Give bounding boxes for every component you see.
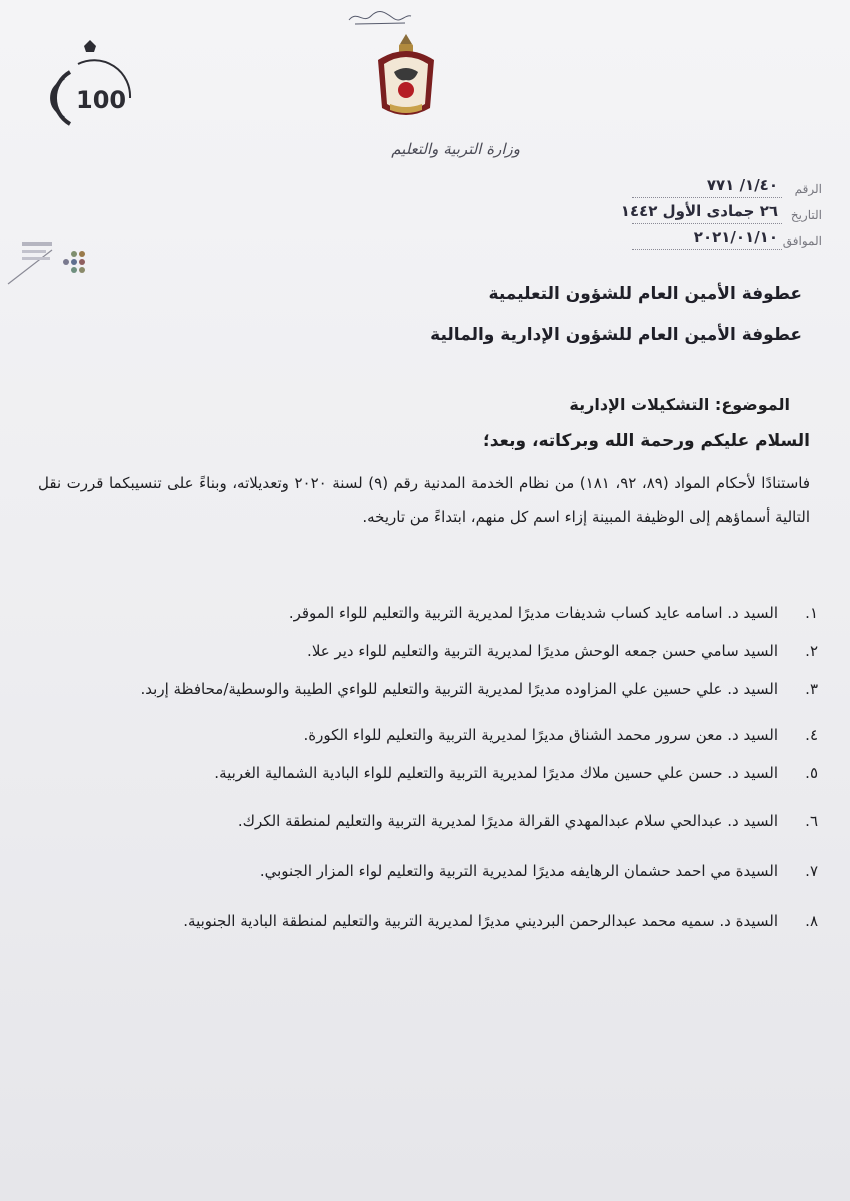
list-item <box>28 670 818 708</box>
ministry-name-script: وزارة التربية والتعليم <box>391 140 520 158</box>
body-paragraph: فاستنادًا لأحكام المواد (٨٩، ٩٢، ١٨١) من نظام الخدمة المدنية رقم (٩) لسنة ٢٠٢٠ وتعديلاته، وبناءً على تنسيبكما قررت نقل التالية أسماؤهم إلى الوظيفة المبينة إزاء اسم كل منهم، ابتداءً من تاريخه. <box>38 474 810 526</box>
reference-date-row <box>622 202 822 228</box>
list-item-number: ٦. <box>805 812 818 830</box>
reference-corresponding-row <box>622 228 822 254</box>
reference-number-label: الرقم <box>794 182 822 196</box>
list-item-text: السيدة مي احمد حشمان الرهايفه مديرًا لمديرية التربية والتعليم لواء المزار الجنوبي. <box>259 862 778 880</box>
list-item <box>28 902 818 940</box>
list-item-number: ٤. <box>805 726 818 744</box>
reference-number-line <box>632 197 782 198</box>
list-item <box>28 716 818 754</box>
header-signature-scribble <box>345 6 415 28</box>
reference-date-line <box>632 223 782 224</box>
addressee-line-1: عطوفة الأمين العام للشؤون التعليمية <box>488 284 802 304</box>
list-item-text: السيد سامي حسن جمعه الوحش مديرًا لمديرية التربية والتعليم للواء دير علا. <box>307 642 778 660</box>
list-item-text: السيدة د. سميه محمد عبدالرحمن البرديني مديرًا لمديرية التربية والتعليم لمنطقة البادية الجنوبية. <box>183 912 778 930</box>
transfer-list <box>28 594 818 940</box>
list-item-number: ٢. <box>805 642 818 660</box>
list-item-text: السيد د. عبدالحي سلام عبدالمهدي القرالة مديرًا لمديرية التربية والتعليم لمنطقة الكرك. <box>237 812 778 830</box>
reference-number-row <box>622 176 822 202</box>
reference-number-value: ١/٤٠/ ٧٧١ <box>706 176 778 194</box>
list-item-text: السيد د. اسامه عايد كساب شديفات مديرًا لمديرية التربية والتعليم للواء الموقر. <box>288 604 778 622</box>
reference-date-value: ٢٦ جمادى الأول ١٤٤٢ <box>620 202 778 220</box>
list-item-text: السيد د. علي حسين علي المزاوده مديرًا لمديرية التربية والتعليم للواءي الطيبة والوسطية/محافظة إربد. <box>140 680 778 698</box>
list-item-number: ١. <box>805 604 818 622</box>
list-item <box>28 802 818 840</box>
list-item <box>28 754 818 792</box>
list-item-number: ٧. <box>805 862 818 880</box>
reference-block <box>622 176 822 254</box>
reference-corresponding-value: ٢٠٢١/٠١/١٠ <box>693 228 778 246</box>
list-item <box>28 594 818 632</box>
list-item-text: السيد د. حسن علي حسين ملاك مديرًا لمديرية التربية والتعليم للواء البادية الشمالية الغربية. <box>214 764 778 782</box>
list-item-number: ٥. <box>805 764 818 782</box>
faint-side-logo <box>6 232 90 292</box>
reference-corresponding-label: الموافق <box>782 234 822 248</box>
list-item <box>28 632 818 670</box>
centenary-100-logo <box>44 38 136 138</box>
list-item-text: السيد د. معن سرور محمد الشناق مديرًا لمديرية التربية والتعليم للواء الكورة. <box>303 726 778 744</box>
centenary-number: 100 <box>76 86 127 114</box>
reference-date-label: التاريخ <box>790 208 822 222</box>
list-item-number: ٣. <box>805 680 818 698</box>
list-item-number: ٨. <box>805 912 818 930</box>
addressee-line-2: عطوفة الأمين العام للشؤون الإدارية والمالية <box>430 325 802 345</box>
reference-corresponding-line <box>632 249 782 250</box>
list-item <box>28 852 818 890</box>
subject-line: الموضوع: التشكيلات الإدارية <box>569 395 790 414</box>
greeting-line: السلام عليكم ورحمة الله وبركاته، وبعد؛ <box>482 431 810 451</box>
coat-of-arms-emblem <box>368 30 444 126</box>
